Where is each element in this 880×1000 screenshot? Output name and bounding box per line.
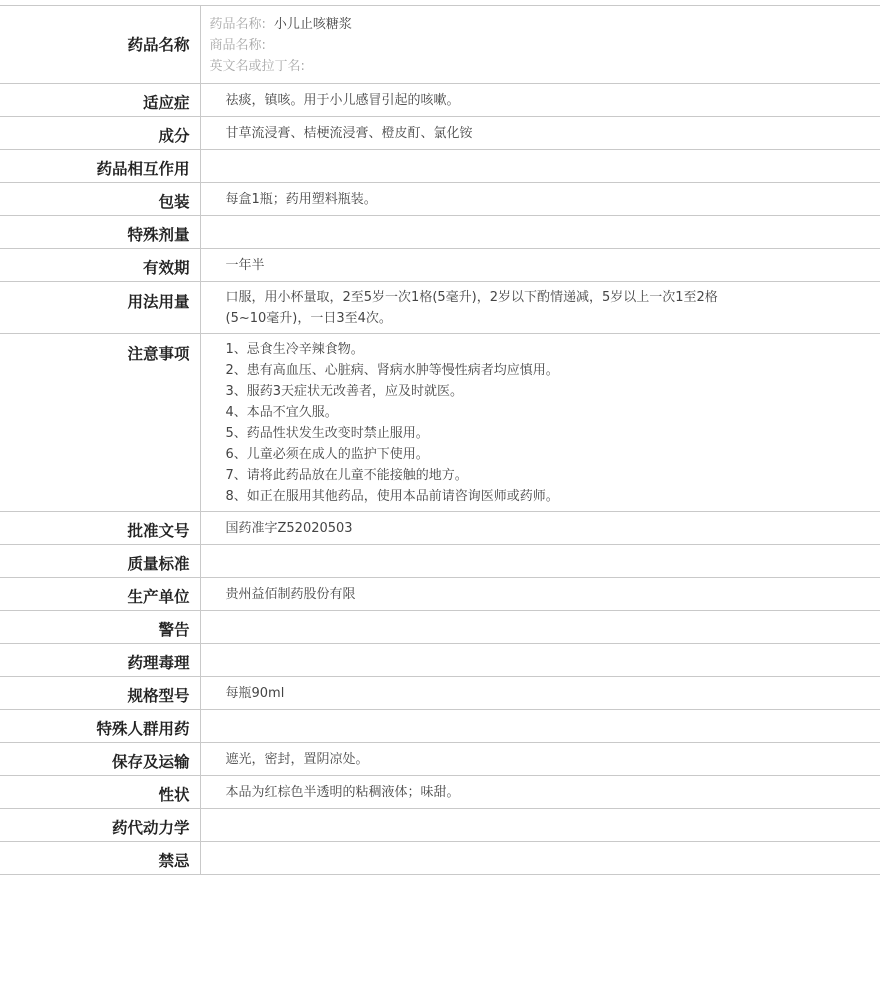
row-value: [200, 216, 880, 249]
precaution-item: 8、如正在服用其他药品，使用本品前请咨询医师或药师。: [225, 489, 559, 504]
row-ingredients: [0, 117, 880, 150]
precaution-item: 2、患有高血压、心脏病、肾病水肿等慢性病者均应慎用。: [225, 363, 559, 378]
row-value: [200, 809, 880, 842]
row-pharmacology: [0, 644, 880, 677]
generic-name-value: 小儿止咳糖浆: [273, 17, 352, 32]
row-label: 特殊剂量: [0, 216, 200, 249]
row-value: 每瓶90ml: [200, 677, 880, 710]
row-interactions: [0, 150, 880, 183]
drug-info-container: [0, 5, 880, 875]
generic-name-key: 药品名称:: [209, 17, 266, 32]
row-special-populations: [0, 710, 880, 743]
row-label: 规格型号: [0, 677, 200, 710]
row-label: 批准文号: [0, 512, 200, 545]
precaution-item: 1、忌食生冷辛辣食物。: [225, 342, 364, 357]
row-label: 包装: [0, 183, 200, 216]
row-label: 有效期: [0, 249, 200, 282]
row-label: 禁忌: [0, 842, 200, 875]
row-warning: [0, 611, 880, 644]
precaution-item: 7、请将此药品放在儿童不能接触的地方。: [225, 468, 468, 483]
row-special-dosage: [0, 216, 880, 249]
row-label: 药品名称: [0, 6, 200, 84]
row-usage: [0, 282, 880, 334]
row-value: [200, 150, 880, 183]
row-label: 性状: [0, 776, 200, 809]
row-quality-standard: [0, 545, 880, 578]
row-value: 口服，用小杯量取，2至5岁一次1格(5毫升)，2岁以下酌情递减，5岁以上一次1至2格(5~10毫升)，一日3至4次。: [200, 282, 880, 334]
english-name-line: [210, 56, 880, 77]
precaution-item: 3、服药3天症状无改善者，应及时就医。: [225, 384, 464, 399]
row-label: 注意事项: [0, 334, 200, 512]
row-label: 成分: [0, 117, 200, 150]
row-value: 甘草流浸膏、桔梗流浸膏、橙皮酊、氯化铵: [200, 117, 880, 150]
row-label: 生产单位: [0, 578, 200, 611]
row-value: [200, 545, 880, 578]
row-value: 遮光，密封，置阴凉处。: [200, 743, 880, 776]
row-value: [200, 842, 880, 875]
row-packaging: [0, 183, 880, 216]
row-value: [200, 611, 880, 644]
row-storage: [0, 743, 880, 776]
row-manufacturer: [0, 578, 880, 611]
drug-info-table: [0, 5, 880, 875]
row-label: 特殊人群用药: [0, 710, 200, 743]
trade-name-key: 商品名称:: [209, 38, 266, 53]
row-value: [200, 644, 880, 677]
row-drug-name: [0, 6, 880, 84]
precaution-item: 6、儿童必须在成人的监护下使用。: [225, 447, 429, 462]
row-shelf-life: [0, 249, 880, 282]
row-value: 每盒1瓶；药用塑料瓶装。: [200, 183, 880, 216]
row-value: 贵州益佰制药股份有限: [200, 578, 880, 611]
row-approval-number: [0, 512, 880, 545]
precautions-list: [200, 334, 880, 512]
row-value: [200, 710, 880, 743]
row-contraindications: [0, 842, 880, 875]
row-label: 用法用量: [0, 282, 200, 334]
row-description: [0, 776, 880, 809]
row-precautions: [0, 334, 880, 512]
row-pharmacokinetics: [0, 809, 880, 842]
drug-name-cell: [200, 6, 880, 84]
trade-name-line: [210, 35, 880, 56]
row-label: 适应症: [0, 84, 200, 117]
row-value: 一年半: [200, 249, 880, 282]
generic-name-line: [210, 14, 880, 35]
row-value: 祛痰，镇咳。用于小儿感冒引起的咳嗽。: [200, 84, 880, 117]
row-label: 质量标准: [0, 545, 200, 578]
row-value: 本品为红棕色半透明的粘稠液体；味甜。: [200, 776, 880, 809]
row-label: 药代动力学: [0, 809, 200, 842]
precaution-item: 5、药品性状发生改变时禁止服用。: [225, 426, 429, 441]
row-value: 国药准字Z52020503: [200, 512, 880, 545]
precaution-item: 4、本品不宜久服。: [225, 405, 338, 420]
english-name-key: 英文名或拉丁名:: [209, 59, 305, 74]
row-label: 药品相互作用: [0, 150, 200, 183]
row-label: 保存及运输: [0, 743, 200, 776]
row-specification: [0, 677, 880, 710]
row-indications: [0, 84, 880, 117]
row-label: 警告: [0, 611, 200, 644]
row-label: 药理毒理: [0, 644, 200, 677]
